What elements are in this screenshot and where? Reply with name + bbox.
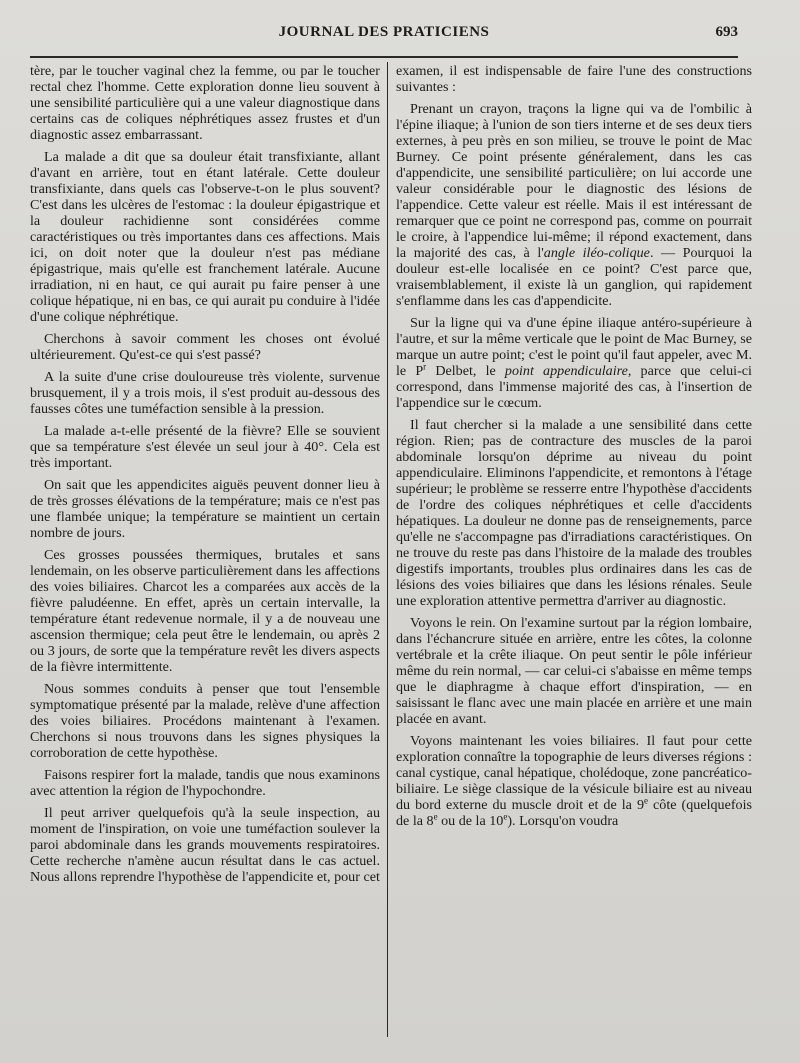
- text-run: côte (quelquefois de la 8: [396, 797, 752, 829]
- paragraph: On sait que les appendicites aiguës peuvent donner lieu à de très grosses élévations de la température; mais ce n'est pas une flambée unique; la température se maintient un certain nombre de jours.: [30, 477, 380, 541]
- paragraph: A la suite d'une crise douloureuse très violente, survenue brusquement, il y a trois mois, il s'est produit au-dessous des fausses côtes une tuméfaction sensible à la pression.: [30, 369, 380, 417]
- italic-term: point appendiculaire: [504, 363, 628, 379]
- text-run: . — Pourquoi la douleur est-elle localisée en ce point? C'est parce que, vraisemblablement, il existe là un ganglion, qui rapidement s'enflamme dans les cas d'appendicite.: [396, 245, 752, 309]
- superscript: e: [644, 795, 649, 806]
- paragraph: Voyons le rein. On l'examine surtout par la région lombaire, dans l'échancrure située en arrière, entre les côtes, la colonne vertébrale et la crête iliaque. On peut sentir le pôle inférieur même du rein normal, — car celui-ci s'abaisse en même temps que le diaphragme à chaque effort d'inspiration, — en saisissant le flanc avec une main placée en arrière et une main placée en avant.: [396, 615, 752, 727]
- paragraph: [396, 733, 752, 829]
- paragraph: examen, il est indispensable de faire l'une des constructions suivantes :: [396, 63, 752, 95]
- italic-term: angle iléo-colique: [543, 245, 650, 261]
- superscript: e: [433, 811, 438, 822]
- text-run: , parce que celui-ci correspond, dans l'immense majorité des cas, à l'insertion de l'appendice sur le cœcum.: [396, 363, 752, 411]
- column-divider: [387, 62, 388, 1037]
- page-number: 693: [715, 24, 738, 40]
- paragraph: tère, par le toucher vaginal chez la femme, ou par le toucher rectal chez l'homme. Cette exploration donne lieu souvent à une sensibilité particulière qui a une valeur diagnostique dans certains cas de coliques néphrétiques assez frustes et d'un diagnostic assez embarrassant.: [30, 63, 380, 143]
- text-run: Sur la ligne qui va d'une épine iliaque antéro-supérieure à l'autre, et sur la même verticale que le point de Mac Burney, se marque un autre point; c'est le point qu'il faut appeler, avec M. le P: [396, 315, 752, 379]
- paragraph: La malade a-t-elle présenté de la fièvre? Elle se souvient que sa température s'est élevée un seul jour à 40°. Cela est très important.: [30, 423, 380, 471]
- paragraph: [396, 101, 752, 309]
- left-column: [30, 63, 380, 1037]
- paragraph: [396, 315, 752, 411]
- header-rule: [30, 56, 738, 58]
- text-run: Delbet, le: [426, 363, 505, 379]
- paragraph: Il faut chercher si la malade a une sensibilité dans cette région. Rien; pas de contracture des muscles de la paroi abdominale lorsqu'on déprime au niveau du point appendiculaire. Eliminons l'appendicite, et remontons à l'étage supérieur; le problème se resserre entre l'hypothèse d'accidents de l'ordre des coliques néphrétiques et celle d'accidents hépatiques. La douleur ne donne pas de renseignements, parce qu'elle ne s'accompagne pas d'irradiations caractéristiques. On ne trouve du reste pas dans l'histoire de la malade des troubles digestifs importants, troubles plus ordinaires dans les cas de lésions des voies biliaires que dans les lésions rénales. Seule une exploration attentive permettra d'arriver au diagnostic.: [396, 417, 752, 609]
- text-run: Voyons maintenant les voies biliaires. Il faut pour cette exploration connaître la topographie de leurs diverses régions : canal cystique, canal hépatique, cholédoque, zone pancréatico-biliaire. Le siège classique de la vésicule biliaire est au niveau du bord externe du muscle droit et de la 9: [396, 733, 752, 813]
- paragraph: Il peut arriver quelquefois qu'à la seule inspection, au moment de l'inspiration, on voie une tuméfaction soulever la paroi abdominale dans les grands mouvements respiratoires. Cette recherche n'amène aucun résultat dans le cas actuel. Nous allons reprendre l'hypothèse de l'appendicite et, pour cet: [30, 805, 380, 885]
- paragraph: Cherchons à savoir comment les choses ont évolué ultérieurement. Qu'est-ce qui s'est passé?: [30, 331, 380, 363]
- paragraph: Nous sommes conduits à penser que tout l'ensemble symptomatique présenté par la malade, relève d'une affection des voies biliaires. Procédons maintenant à l'examen. Cherchons si nous trouvons dans les signes physiques la corroboration de cette hypothèse.: [30, 681, 380, 761]
- page-header: [30, 24, 738, 46]
- text-run: Prenant un crayon, traçons la ligne qui va de l'ombilic à l'épine iliaque; à l'union de son tiers interne et de ses deux tiers externes, à peu près en son milieu, se trouve le point de Mac Burney. Ce point présente généralement, dans les cas d'appendicite, une sensibilité particulière; on lui accorde une valeur considérable pour le diagnostic des lésions de l'appendice. Cette valeur est réelle. Mais il est intéressant de remarquer que ce point ne correspond pas, comme on pourrait le croire, à l'appendice lui-même; il répond exactement, dans la majorité des cas, à l': [396, 101, 752, 261]
- right-column: [396, 63, 752, 1037]
- text-run: ). Lorsqu'on voudra: [507, 813, 619, 829]
- superscript: e: [503, 811, 508, 822]
- journal-title: JOURNAL DES PRATICIENS: [278, 24, 490, 40]
- paragraph: La malade a dit que sa douleur était transfixiante, allant d'avant en arrière, tout en étant latérale. Cette douleur transfixiante, dans quels cas l'observe-t-on le plus souvent? C'est dans les ulcères de l'estomac : la douleur épigastrique et la douleur rachidienne sont considérées comme caractéristiques ou très importantes dans ces affections. Mais ici, on doit noter que la douleur n'est pas médiane épigastrique, mais qu'elle est franchement latérale. Aucune irradiation, ni en haut, ce qui aurait pu faire penser à une colique hépatique, ni en bas, ce qui aurait pu conduire à l'idée d'une colique néphrétique.: [30, 149, 380, 325]
- superscript: r: [423, 361, 427, 372]
- paragraph: Faisons respirer fort la malade, tandis que nous examinons avec attention la région de l'hypochondre.: [30, 767, 380, 799]
- text-run: ou de la 10: [437, 813, 504, 829]
- paragraph: Ces grosses poussées thermiques, brutales et sans lendemain, on les observe particulièrement dans les affections des voies biliaires. Charcot les a comparées aux accès de la fièvre paludéenne. En effet, après un certain intervalle, la température étant redevenue normale, il y a de nouveau une ascension thermique; cela peut être le lendemain, ou après 2 ou 3 jours, de sorte que la température revêt les divers aspects de la fièvre intermittente.: [30, 547, 380, 675]
